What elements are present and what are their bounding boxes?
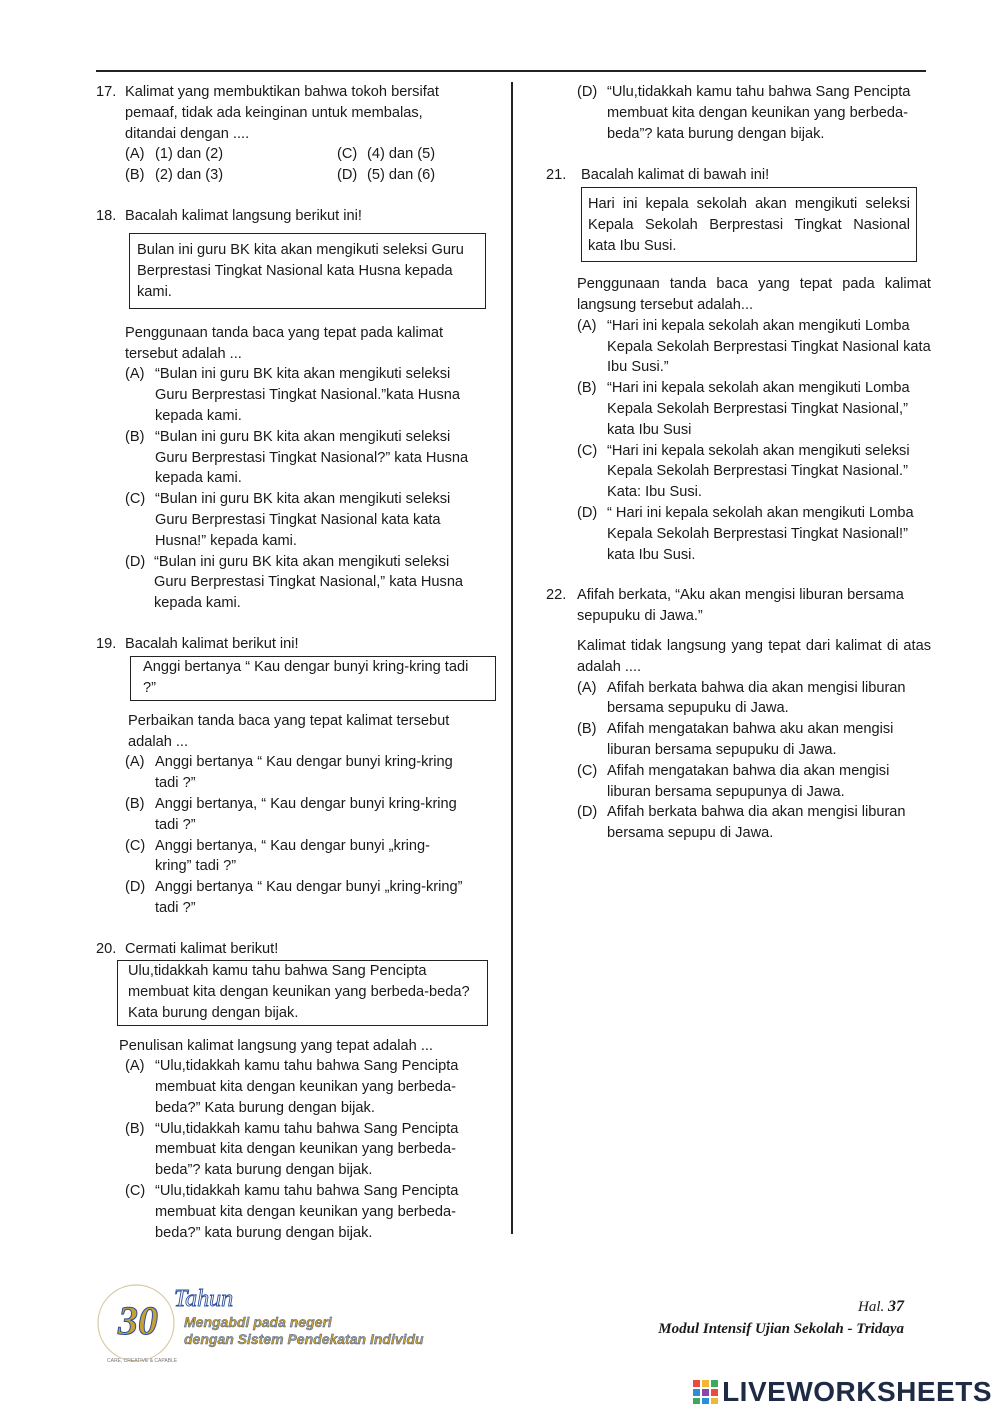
option-b[interactable]: (B) Anggi bertanya, “ Kau dengar bunyi kring-kring tadi ?” [125,795,457,833]
question-number: 18. [96,207,117,224]
option-b[interactable]: (B) Afifah mengatakan bahwa aku akan mengisi liburan bersama sepupuku di Jawa. [577,721,894,758]
option-c[interactable]: (C) “Ulu,tidakkah kamu tahu bahwa Sang Pencipta membuat kita dengan keunikan yang berbeda-beda?” kata burung dengan bijak. [125,1183,459,1241]
options-list [96,364,496,614]
options-list [546,316,931,566]
watermark-text: LIVEWORKSHEETS [722,1376,992,1407]
question-number: 17. [96,84,117,100]
question-prompt: Penggunaan tanda baca yang tepat pada kalimat tersebut adalah ... [125,324,444,362]
logo-tahun: Tahun [174,1286,234,1312]
option-d[interactable]: (D) Afifah berkata bahwa dia akan mengisi liburan bersama sepupu di Jawa. [577,804,906,842]
options-list [546,678,931,844]
question-number: 20. [96,940,117,957]
logo-ring-text: CARE, CREATIVE & CAPABLE [107,1358,178,1364]
quote-box: Bulan ini guru BK kita akan mengikuti seleksi Guru Berprestasi Tingkat Nasional kata Husna kepada kami. [129,233,486,309]
option-b[interactable]: (B) “Ulu,tidakkah kamu tahu bahwa Sang Pencipta membuat kita dengan keunikan yang berbeda-beda”? kata burung dengan bijak. [125,1120,459,1179]
option-c[interactable]: (C) (4) dan (5) [337,146,436,163]
question-number: 22. [546,587,567,604]
page-number-line [658,1297,904,1317]
options-list [96,1056,496,1243]
page-number: 37 [888,1298,904,1315]
question-prompt: Penulisan kalimat langsung yang tepat adalah ... [119,1037,433,1054]
question-20-continued [546,82,931,144]
left-column [96,82,496,1243]
question-21 [546,165,931,565]
option-c[interactable]: (C) Afifah mengatakan bahwa dia akan mengisi liburan bersama sepupunya di Jawa. [577,762,890,800]
option-a[interactable]: (A) Anggi bertanya “ Kau dengar bunyi kring-kring tadi ?” [125,754,453,792]
option-b[interactable]: (B) “Hari ini kepala sekolah akan mengikuti Lomba Kepala Sekolah Berprestasi Tingkat Nasional,” kata Ibu Susi [577,380,910,438]
quote-box: Anggi bertanya “ Kau dengar bunyi kring-kring tadi ?” [130,656,496,701]
liveworksheets-icon [692,1379,720,1405]
option-a[interactable]: (A) “Hari ini kepala sekolah akan mengikuti Lomba Kepala Sekolah Berprestasi Tingkat Nasional kata Ibu Susi.” [577,317,931,376]
logo-number: 30 [118,1298,158,1343]
quote-box: Ulu,tidakkah kamu tahu bahwa Sang Pencipta membuat kita dengan keunikan yang berbeda-beda? Kata burung dengan bijak. [117,960,488,1026]
question-text: Afifah berkata, “Aku akan mengisi liburan bersama sepupuku di Jawa.” [577,587,904,625]
option-b[interactable]: (B) “Bulan ini guru BK kita akan mengikuti seleksi Guru Berprestasi Tingkat Nasional?” kata Husna kepada kami. [125,428,469,487]
page-label: Hal. [858,1299,885,1315]
question-17 [96,82,496,186]
question-prompt: Penggunaan tanda baca yang tepat pada kalimat langsung tersebut adalah... [577,276,931,313]
question-text: Kalimat yang membuktikan bahwa tokoh bersifat pemaaf, tidak ada keinginan untuk membalas, ditandai dengan .... [125,84,439,142]
question-20 [96,939,496,1244]
option-a[interactable]: (A) Afifah berkata bahwa dia akan mengisi liburan bersama sepupuku di Jawa. [577,679,906,717]
question-text: Bacalah kalimat berikut ini! [125,635,299,652]
anniversary-logo [94,1278,444,1364]
option-d[interactable]: (D) “Ulu,tidakkah kamu tahu bahwa Sang Pencipta membuat kita dengan keunikan yang berbeda-beda”? kata burung dengan bijak. [577,84,911,142]
question-number: 21. [546,167,567,184]
question-text: Bacalah kalimat langsung berikut ini! [125,207,362,224]
question-22 [546,585,931,844]
question-text: Cermati kalimat berikut! [125,940,279,957]
logo-tagline-2: dengan Sistem Pendekatan Individu [184,1331,424,1347]
option-c[interactable]: (C) “Hari ini kepala sekolah akan mengikuti seleksi Kepala Sekolah Berprestasi Tingkat Nasional.” Kata: Ibu Susi. [577,442,910,501]
top-rule [96,70,926,72]
question-prompt: Kalimat tidak langsung yang tepat dari kalimat di atas adalah .... [577,637,931,675]
liveworksheets-watermark[interactable] [692,1377,992,1407]
question-number: 19. [96,635,117,652]
module-title: Modul Intensif Ujian Sekolah - Tridaya [658,1321,904,1337]
option-a[interactable]: (A) “Bulan ini guru BK kita akan mengikuti seleksi Guru Berprestasi Tingkat Nasional.”kata Husna kepada kami. [125,366,460,424]
question-text: Bacalah kalimat di bawah ini! [581,167,770,184]
column-divider [511,82,513,1234]
option-b[interactable]: (B) (2) dan (3) [125,167,224,184]
options-list [96,752,496,918]
logo-tagline-1: Mengabdi pada negeri [184,1314,332,1330]
question-18 [96,206,496,614]
option-a[interactable]: (A) (1) dan (2) [125,146,224,163]
option-d[interactable]: (D) Anggi bertanya “ Kau dengar bunyi „kring-kring” tadi ?” [125,879,463,916]
option-a[interactable]: (A) “Ulu,tidakkah kamu tahu bahwa Sang Pencipta membuat kita dengan keunikan yang berbeda-beda?” Kata burung dengan bijak. [125,1058,459,1116]
right-column [546,82,931,844]
page-footer [658,1297,904,1339]
option-d[interactable]: (D) “Bulan ini guru BK kita akan mengikuti seleksi Guru Berprestasi Tingkat Nasional,” kata Husna kepada kami. [125,553,464,612]
question-19 [96,634,496,919]
option-d[interactable]: (D) (5) dan (6) [337,167,436,184]
option-c[interactable]: (C) “Bulan ini guru BK kita akan mengikuti seleksi Guru Berprestasi Tingkat Nasional kata kata Husna!” kepada kami. [125,491,451,549]
options-grid [96,144,496,186]
quote-box: Hari ini kepala sekolah akan mengikuti seleksi Kepala Sekolah Berprestasi Tingkat Nasional kata Ibu Susi. [581,187,917,262]
option-d[interactable]: (D) “ Hari ini kepala sekolah akan mengikuti Lomba Kepala Sekolah Berprestasi Tingkat Nasional!” kata Ibu Susi. [577,504,914,563]
question-prompt: Perbaikan tanda baca yang tepat kalimat tersebut adalah ... [128,712,450,750]
option-c[interactable]: (C) Anggi bertanya, “ Kau dengar bunyi „kring-kring” tadi ?” [125,837,431,875]
